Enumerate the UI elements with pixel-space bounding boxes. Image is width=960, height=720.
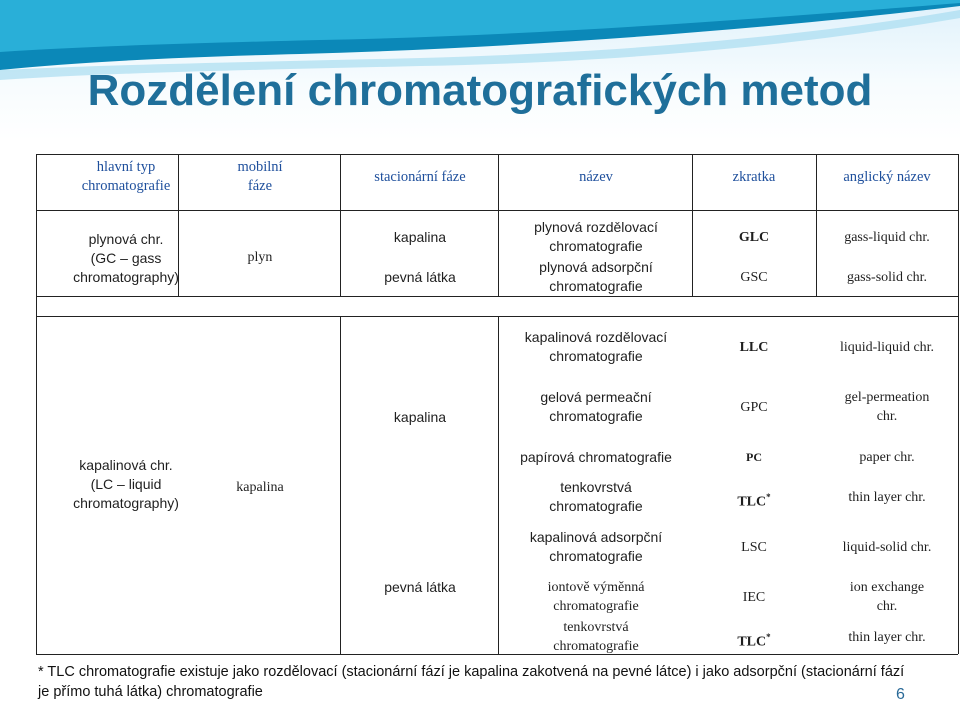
lc-row5-english: liquid-solid chr. [842,540,932,555]
lc-row7-abbr: TLC* [737,632,771,650]
lc-row7-english: thin layer chr. [848,630,926,645]
gc-row2-abbr: GSC [740,270,768,285]
lc-row3-english: paper chr. [859,450,915,465]
lc-row2-abbr: GPC [740,400,768,415]
header-abbreviation: zkratka [732,169,776,185]
lc-stationary-solid: pevná látka [384,579,456,595]
lc-row4-name: tenkovrstvá chromatografie [549,479,643,514]
footnote: * TLC chromatografie existuje jako rozdělovací (stacionární fází je kapalina zakotvená na pevné látce) i jako adsorpční (stacionární fází je přímo tuhá látka) chromatografie [38,664,905,700]
header-mobile-phase: mobilní fáze [237,159,283,194]
lc-mobile-phase: kapalina [236,480,284,495]
page-number: 6 [896,686,905,703]
lc-row7-name: tenkovrstvá chromatografie [553,620,639,654]
gc-row2-english: gass-solid chr. [846,270,928,285]
lc-row5-name: kapalinová adsorpční chromatografie [529,529,663,564]
gc-row2-stationary: pevná látka [384,269,456,285]
lc-row5-abbr: LSC [741,540,767,555]
gc-row2-name: plynová adsorpční chromatografie [539,259,653,294]
lc-row3-abbr: PC [746,450,762,464]
gc-row1-english: gass-liquid chr. [844,230,930,245]
slide-title: Rozdělení chromatografických metod [87,66,873,115]
lc-row4-english: thin layer chr. [848,490,926,505]
lc-row3-name: papírová chromatografie [520,449,672,465]
lc-row2-name: gelová permeační chromatografie [540,389,652,424]
header-stationary-phase: stacionární fáze [374,169,466,185]
lc-row6-name: iontově výměnná chromatografie [547,580,645,614]
gc-type: plynová chr. (GC – gass chromatography) [73,231,179,285]
lc-stationary-liquid: kapalina [393,409,447,425]
gc-mobile-phase: plyn [247,250,273,265]
lc-row1-abbr: LLC [739,340,769,355]
gc-row1-name: plynová rozdělovací chromatografie [534,219,658,254]
lc-row2-english: gel-permeation chr. [844,390,930,424]
gc-row1-stationary: kapalina [393,229,447,245]
header-name: název [579,169,613,185]
lc-row6-abbr: IEC [742,590,766,605]
lc-type: kapalinová chr. (LC – liquid chromatography) [73,457,179,511]
lc-row1-name: kapalinová rozdělovací chromatografie [524,329,668,364]
lc-row6-english: ion exchange chr. [849,580,925,614]
lc-row4-abbr: TLC* [737,492,771,510]
header-english-name: anglický název [843,169,931,185]
lc-row1-english: liquid-liquid chr. [839,340,935,355]
gc-row1-abbr: GLC [738,230,770,245]
header-main-type: hlavní typ chromatografie [81,159,171,194]
